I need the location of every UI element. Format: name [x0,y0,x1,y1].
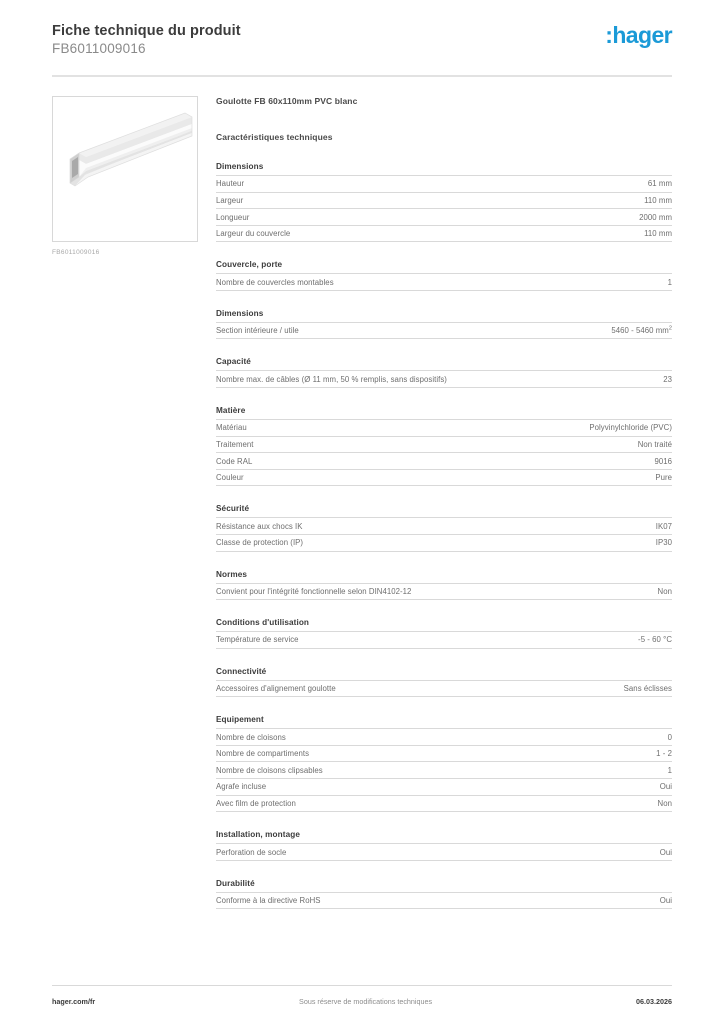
spec-section [216,879,672,910]
spec-row [216,175,672,192]
spec-value: 110 mm [644,195,672,205]
spec-label: Code RAL [216,456,253,466]
spec-value: 1 - 2 [656,749,672,759]
spec-value: 61 mm [647,179,672,189]
spec-section [216,830,672,861]
spec-value: Pure [655,473,672,483]
spec-row [216,583,672,601]
spec-row [216,778,672,795]
spec-value: Oui [659,896,672,906]
spec-value: 9016 [654,456,672,466]
spec-row [216,436,672,453]
product-image-column [52,96,200,256]
spec-value: 2000 mm [639,212,672,222]
section-heading: Matière [216,406,246,416]
spec-value: 5460 - 5460 $mm^2$ [611,325,672,336]
spec-label: Nombre de compartiments [216,749,310,759]
section-heading: Conditions d'utilisation [216,618,310,628]
spec-row [216,761,672,778]
hager-logo [605,22,672,47]
product-name: Goulotte FB 60x110mm PVC blanc [216,96,358,106]
spec-row [216,795,672,813]
spec-value: Sans éclisses [623,684,672,694]
spec-label: Traitement [216,440,254,450]
spec-value: Non [657,798,672,808]
spec-label: Nombre max. de câbles (Ø 11 mm, 50 % remplis, sans dispositifs) [216,374,447,384]
spec-row [216,322,672,340]
spec-row [216,534,672,552]
spec-label: Matériau [216,423,247,433]
page-title: Fiche technique du produit [52,23,241,39]
specification-sections [216,162,672,909]
spec-value: 0 [667,732,672,742]
spec-section [216,162,672,242]
spec-label: Nombre de cloisons clipsables [216,765,323,775]
spec-label: Conforme à la directive RoHS [216,896,321,906]
spec-row [216,452,672,469]
spec-row [216,469,672,487]
footer-date: 06.03.2026 [636,997,672,1006]
section-heading: Durabilité [216,878,255,888]
product-illustration-svg [53,97,197,241]
product-image-caption: FB6011009016 [52,249,100,256]
spec-label: Perforation de socle [216,847,287,857]
logo-colon: : [605,22,613,48]
spec-row [216,370,672,388]
spec-section [216,667,672,698]
spec-section [216,406,672,486]
spec-row [216,419,672,436]
spec-label: Largeur [216,195,244,205]
spec-row [216,208,672,225]
spec-section [216,618,672,649]
page-content [52,96,672,909]
section-heading: Normes [216,569,248,579]
page-footer [52,985,672,1006]
spec-row [216,728,672,745]
spec-section [216,309,672,340]
spec-label: Agrafe incluse [216,782,267,792]
footer-content [52,997,672,1006]
spec-row [216,680,672,698]
spec-row [216,631,672,649]
footer-disclaimer: Sous réserve de modifications techniques [299,997,433,1006]
section-heading: Couvercle, porte [216,260,283,270]
logo-wordmark: hager [612,22,672,48]
spec-value: Polyvinylchloride (PVC) [589,423,672,433]
spec-row [216,192,672,209]
spec-value: Oui [659,847,672,857]
spec-value: 110 mm [644,229,672,239]
section-heading: Dimensions [216,308,264,318]
section-heading: Dimensions [216,162,264,171]
spec-label: Résistance aux chocs IK [216,521,303,531]
spec-section [216,504,672,551]
specifications-title: Caractéristiques techniques [216,132,333,142]
spec-label: Largeur du couvercle [216,229,291,239]
spec-label: Hauteur [216,179,245,189]
section-heading: Capacité [216,357,251,367]
spec-value: -5 - 60 °C [638,635,672,645]
spec-row [216,273,672,291]
spec-value: IK07 [655,521,672,531]
section-heading: Connectivité [216,666,267,676]
spec-value: 1 [667,765,672,775]
header-titles [52,22,241,58]
spec-label: Section intérieure / utile [216,326,299,336]
header-divider [52,75,672,77]
page-header [52,0,672,58]
spec-section [216,260,672,291]
spec-label: Nombre de couvercles montables [216,277,334,287]
spec-section [216,357,672,388]
spec-row [216,745,672,762]
specifications-column [216,96,672,909]
spec-row [216,843,672,861]
product-image-frame [52,96,198,242]
spec-section [216,570,672,601]
spec-row [216,892,672,910]
spec-value: 23 [663,374,672,384]
spec-label: Convient pour l'intégrité fonctionnelle selon DIN4102-12 [216,586,412,596]
spec-label: Couleur [216,473,244,483]
section-heading: Equipement [216,715,264,725]
footer-website[interactable]: hager.com/fr [52,997,96,1006]
spec-label: Avec film de protection [216,798,296,808]
spec-row [216,517,672,534]
spec-label: Longueur [216,212,250,222]
section-heading: Installation, montage [216,830,300,840]
section-heading: Sécurité [216,504,250,514]
footer-divider [52,985,672,986]
spec-section [216,715,672,812]
spec-value: Non traité [637,440,672,450]
spec-label: Nombre de cloisons [216,732,286,742]
product-reference: FB6011009016 [52,41,146,57]
spec-label: Accessoires d'alignement goulotte [216,684,336,694]
spec-label: Température de service [216,635,299,645]
spec-row [216,225,672,243]
spec-value: IP30 [655,538,672,548]
spec-label: Classe de protection (IP) [216,538,304,548]
spec-value: 1 [667,277,672,287]
spec-value: Oui [659,782,672,792]
spec-value: Non [657,586,672,596]
